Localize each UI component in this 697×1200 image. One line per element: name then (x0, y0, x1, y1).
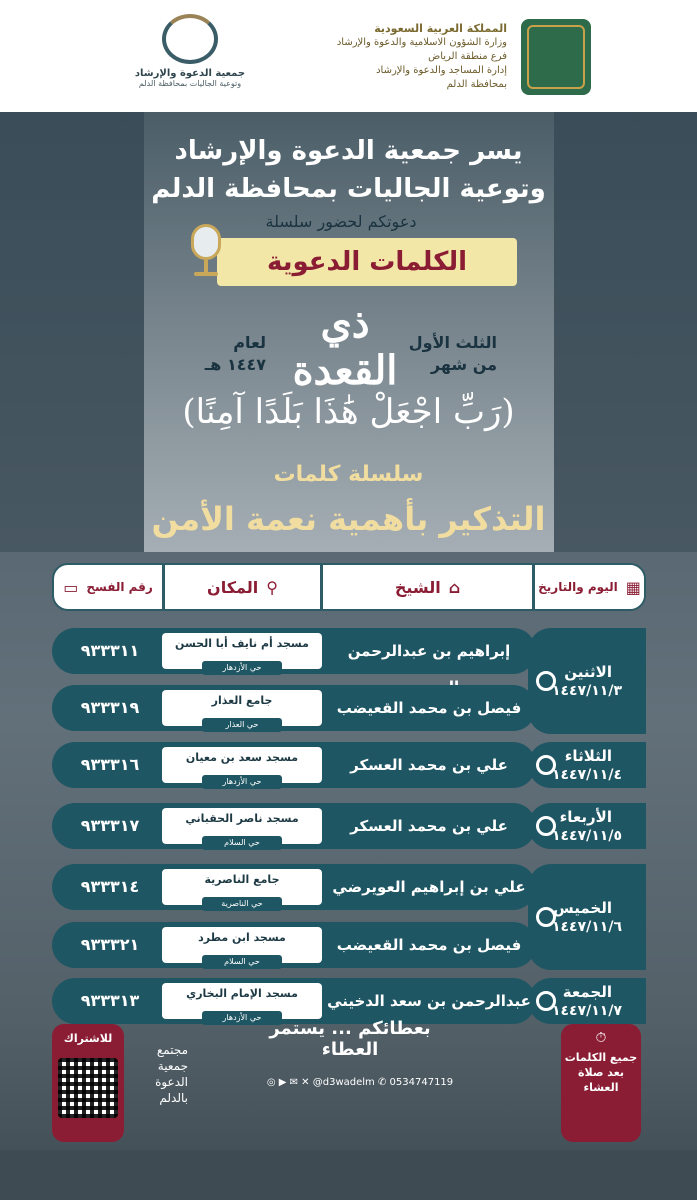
place-name: جامع الناصرية (204, 873, 280, 886)
header-day: ▦ اليوم والتاريخ (532, 565, 644, 609)
ministry-line: فرع منطقة الرياض (428, 51, 507, 62)
place-name: مسجد أم نايف أبا الحسن (175, 637, 309, 650)
contacts (230, 1077, 490, 1088)
ministry-logo (511, 18, 601, 96)
neighborhood: حي الناصرية (202, 897, 282, 911)
subscribe-card[interactable] (52, 1024, 124, 1142)
neighborhood: حي السلام (202, 836, 282, 850)
place-box (162, 747, 322, 786)
day-name: الخميس (553, 899, 612, 917)
permit-number: ٩٣٣٣١٩ (80, 698, 140, 717)
table-row (52, 922, 536, 968)
day-date: ١٤٤٧/١١/٧ (551, 1003, 622, 1019)
neighborhood: حي الأزدهار (202, 661, 282, 675)
social-handle[interactable]: @d3wadelm (312, 1077, 375, 1088)
location-pin-icon: ⚲ (266, 577, 278, 597)
mosque-icon: ⌂ (448, 577, 461, 597)
radio-circle-icon (536, 991, 556, 1011)
sheikh-name: علي بن إبراهيم العويرضي (332, 878, 526, 896)
society-logo (130, 14, 250, 102)
day-cell (528, 803, 646, 849)
tagline: بعطائكم ... يستمر العطاء (269, 1018, 431, 1060)
permit-number: ٩٣٣٣١١ (80, 641, 140, 660)
day-date: ١٤٤٧/١١/٦ (551, 919, 622, 935)
neighborhood: حي الأزدهار (202, 1011, 282, 1025)
quran-verse: (رَبِّ اجْعَلْ هَٰذَا بَلَدًا آمِنًا) (182, 392, 515, 432)
society-mark-icon (162, 14, 218, 64)
place-name: مسجد ناصر الحقباني (185, 812, 299, 825)
place-name: مسجد سعد بن معيان (185, 751, 299, 764)
day-cell (528, 978, 646, 1024)
permit-number: ٩٣٣٣١٤ (80, 877, 140, 896)
day-name: الثلاثاء (564, 747, 612, 765)
calendar-icon: ▦ (625, 577, 641, 597)
place-box (162, 690, 322, 729)
radio-circle-icon (536, 671, 556, 691)
society-name: جمعية الدعوة والإرشاد (134, 68, 246, 79)
month-calligraphy: ذي القعدة (292, 300, 398, 394)
clock-icon: ⏱ (595, 1030, 607, 1046)
table-header (52, 563, 646, 611)
intro-line-1: يسر جمعية الدعوة والإرشاد (174, 136, 523, 166)
day-cell (528, 742, 646, 788)
for-year-text: لعام (233, 333, 266, 352)
table-row (52, 864, 536, 910)
sheikh-name: علي بن محمد العسكر (350, 817, 508, 835)
from-month-text: من شهر (430, 355, 497, 374)
day-name: الجمعة (562, 983, 612, 1001)
table-row (52, 685, 536, 731)
ministry-line: المملكة العربية السعودية (374, 22, 507, 35)
header-perm: رقم الفسح ▭ (63, 577, 153, 597)
society-sub: وتوعية الجاليات بمحافظة الدلم (138, 79, 242, 88)
subscribe-label: للاشتراك (63, 1032, 113, 1045)
ministry-text (297, 22, 507, 92)
place-box (162, 808, 322, 847)
place-name: جامع العذار (211, 694, 273, 707)
timing-note: جميع الكلمات بعد صلاة العشاء (564, 1051, 638, 1094)
day-date: ١٤٤٧/١١/٤ (551, 767, 622, 783)
permit-number: ٩٣٣٣١٧ (80, 816, 140, 835)
third-text: الثلث الأول (408, 333, 497, 352)
place-box (162, 633, 322, 672)
day-cell (528, 864, 646, 970)
subseries-label: سلسلة كلمات (273, 462, 424, 487)
neighborhood: حي السلام (202, 955, 282, 969)
radio-circle-icon (536, 907, 556, 927)
sheikh-name: فيصل بن محمد القعيضب (336, 699, 522, 717)
place-name: مسجد الإمام البخاري (186, 987, 298, 1000)
permit-number: ٩٣٣٣١٦ (80, 755, 140, 774)
sheikh-name: عبدالرحمن بن سعد الدخيني (327, 992, 531, 1010)
topic-title: التذكير بأهمية نعمة الأمن (151, 500, 546, 538)
table-row (52, 803, 536, 849)
place-box (162, 927, 322, 966)
header-place: ⚲ المكان (162, 565, 320, 609)
neighborhood: حي العذار (202, 718, 282, 732)
third-label (409, 332, 497, 376)
social-icons: ◎ ▶ ✉ ✕ (266, 1077, 313, 1088)
timing-note-card (561, 1024, 641, 1142)
permit-icon: ▭ (63, 577, 79, 597)
qr-code-icon[interactable] (58, 1058, 118, 1118)
place-box (162, 869, 322, 908)
intro-text (0, 132, 697, 208)
ministry-line: بمحافظة الدلم (446, 79, 507, 90)
ministry-emblem-icon (521, 19, 591, 95)
header-sheikh: ⌂ الشيخ (320, 565, 532, 609)
bottom-strip (0, 1150, 697, 1200)
year-text: ١٤٤٧ هـ (204, 355, 266, 374)
table-row (52, 742, 536, 788)
day-date: ١٤٤٧/١١/٥ (551, 828, 622, 844)
permit-number: ٩٣٣٣٢١ (80, 935, 140, 954)
phone-number[interactable]: 0534747119 (389, 1077, 454, 1088)
sheikh-name: إبراهيم بن عبدالرحمن (347, 642, 511, 660)
neighborhood: حي الأزدهار (202, 775, 282, 789)
ministry-line: وزارة الشؤون الاسلامية والدعوة والإرشاد (336, 37, 507, 48)
day-name: الأربعاء (559, 808, 612, 826)
intro-line-2: وتوعية الجاليات بمحافظة الدلم (151, 174, 546, 204)
sheikh-name: علي بن محمد العسكر (350, 756, 508, 774)
microphone-icon (182, 224, 230, 284)
day-date: ١٤٤٧/١١/٣ (551, 683, 622, 699)
sheikh-name: فيصل بن محمد القعيضب (336, 936, 522, 954)
radio-circle-icon (536, 755, 556, 775)
year-label (160, 332, 266, 376)
community-label: مجتمع جمعية الدعوة بالدلم (155, 1043, 188, 1105)
ministry-line: إدارة المساجد والدعوة والإرشاد (376, 65, 507, 76)
header (0, 0, 697, 112)
place-box (162, 983, 322, 1022)
place-name: مسجد ابن مطرد (198, 931, 286, 944)
whatsapp-icon: ✆ (377, 1077, 390, 1088)
permit-number: ٩٣٣٣١٣ (80, 991, 140, 1010)
series-title: الكلمات الدعوية (217, 238, 517, 286)
day-cell (528, 628, 646, 734)
radio-circle-icon (536, 816, 556, 836)
table-row (52, 628, 536, 674)
day-name: الاثنين (564, 663, 612, 681)
invite-text: دعوتكم لحضور سلسلة (265, 212, 417, 231)
